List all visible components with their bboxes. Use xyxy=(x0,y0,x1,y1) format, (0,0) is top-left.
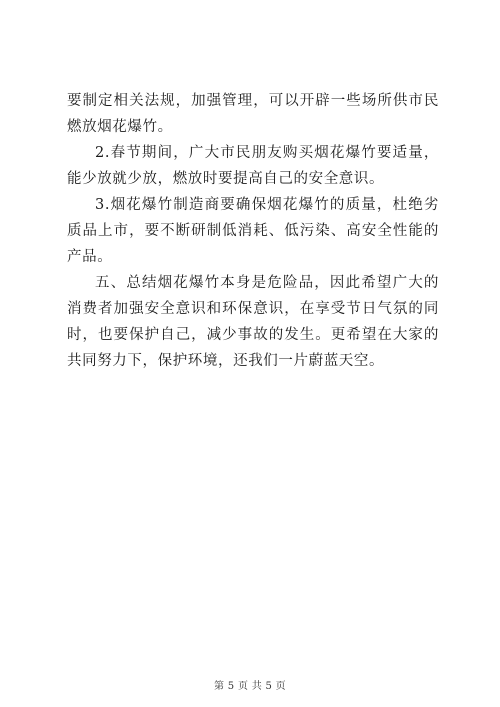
page-number-footer: 第 5 页 共 5 页 xyxy=(214,681,286,692)
paragraph-item-3: 3.烟花爆竹制造商要确保烟花爆竹的质量，杜绝劣质品上市，要不断研制低消耗、低污染、高安全性能的产品。 xyxy=(67,197,439,265)
paragraph-continuation: 要制定相关法规，加强管理，可以开辟一些场所供市民燃放烟花爆竹。 xyxy=(67,93,439,135)
document-body xyxy=(67,88,439,374)
paragraph-summary: 五、总结烟花爆竹本身是危险品，因此希望广大的消费者加强安全意识和环保意识，在享受节日气氛的同时，也要保护自己，减少事故的发生。更希望在大家的共同努力下，保护环境，还我们一片蔚蓝天空。 xyxy=(67,275,439,369)
paragraph-item-2: 2.春节期间，广大市民朋友购买烟花爆竹要适量，能少放就少放，燃放时要提高自己的安全意识。 xyxy=(67,145,439,187)
